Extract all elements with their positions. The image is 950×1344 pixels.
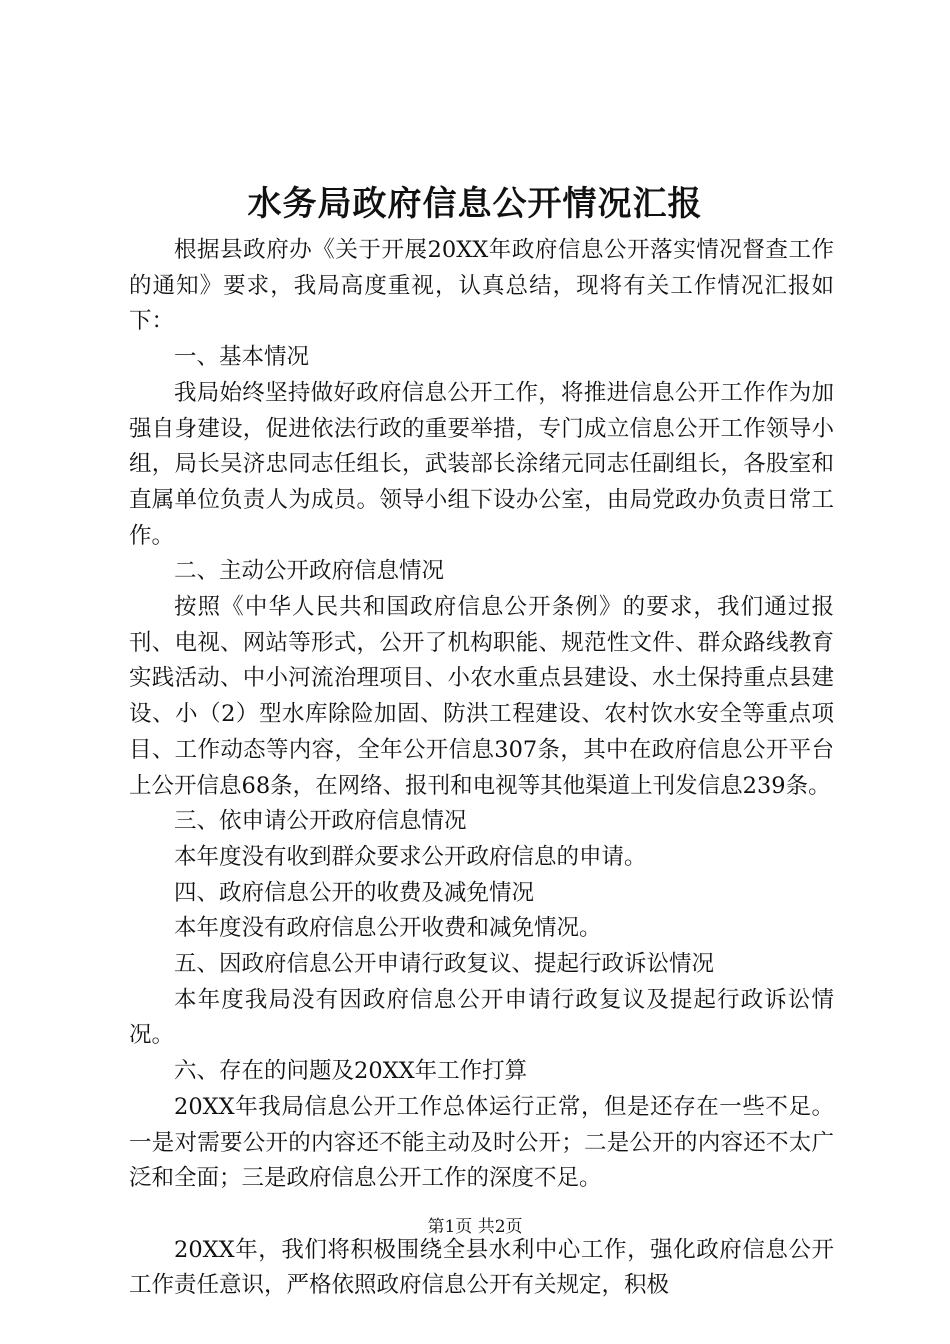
section-heading-1: 一、基本情况 [174, 344, 310, 371]
paragraph-plans: 20XX年，我们将积极围绕全县水利中心工作，强化政府信息公开工作责任意识，严格依照政府信息公开有关规定，积极 [129, 1236, 834, 1299]
document-title: 水务局政府信息公开情况汇报 [247, 184, 703, 224]
paragraph-intro: 根据县政府办《关于开展20XX年政府信息公开落实情况督查工作的通知》要求，我局高度重视，认真总结，现将有关工作情况汇报如下： [129, 237, 834, 335]
section-heading-5: 五、因政府信息公开申请行政复议、提起行政诉讼情况 [174, 951, 715, 978]
paragraph-problems: 20XX年我局信息公开工作总体运行正常，但是还存在一些不足。一是对需要公开的内容还不能主动及时公开；二是公开的内容还不太广泛和全面；三是政府信息公开工作的深度不足。 [129, 1093, 834, 1192]
paragraph-fees: 本年度没有政府信息公开收费和减免情况。 [174, 915, 602, 942]
section-heading-2: 二、主动公开政府信息情况 [174, 558, 445, 585]
section-heading-6: 六、存在的问题及20XX年工作打算 [174, 1058, 528, 1085]
paragraph-reconsideration: 本年度我局没有因政府信息公开申请行政复议及提起行政诉讼情况。 [129, 986, 834, 1049]
document-body [129, 233, 834, 1304]
paragraph-active-disclosure: 按照《中华人民共和国政府信息公开条例》的要求，我们通过报刊、电视、网站等形式，公开了机构职能、规范性文件、群众路线教育实践活动、中小河流治理项目、小农水重点县建设、水土保持重点县建设、小（2）型水库除险加固、防洪工程建设、农村饮水安全等重点项目、工作动态等内容，全年公开信息307条，其中在政府信息公开平台上公开信息68条，在网络、报刊和电视等其他渠道上刊发信息239条。 [129, 594, 834, 799]
section-heading-3: 三、依申请公开政府信息情况 [174, 808, 467, 835]
paragraph-application-disclosure: 本年度没有收到群众要求公开政府信息的申请。 [174, 843, 647, 870]
paragraph-basic-situation: 我局始终坚持做好政府信息公开工作，将推进信息公开工作作为加强自身建设，促进依法行政的重要举措，专门成立信息公开工作领导小组，局长吴济忠同志任组长，武装部长涂绪元同志任副组长，各股室和直属单位负责人为成员。领导小组下设办公室，由局党政办负责日常工作。 [129, 379, 834, 549]
section-heading-4: 四、政府信息公开的收费及减免情况 [174, 879, 535, 906]
page-number-footer: 第1页 共2页 [427, 1217, 523, 1237]
